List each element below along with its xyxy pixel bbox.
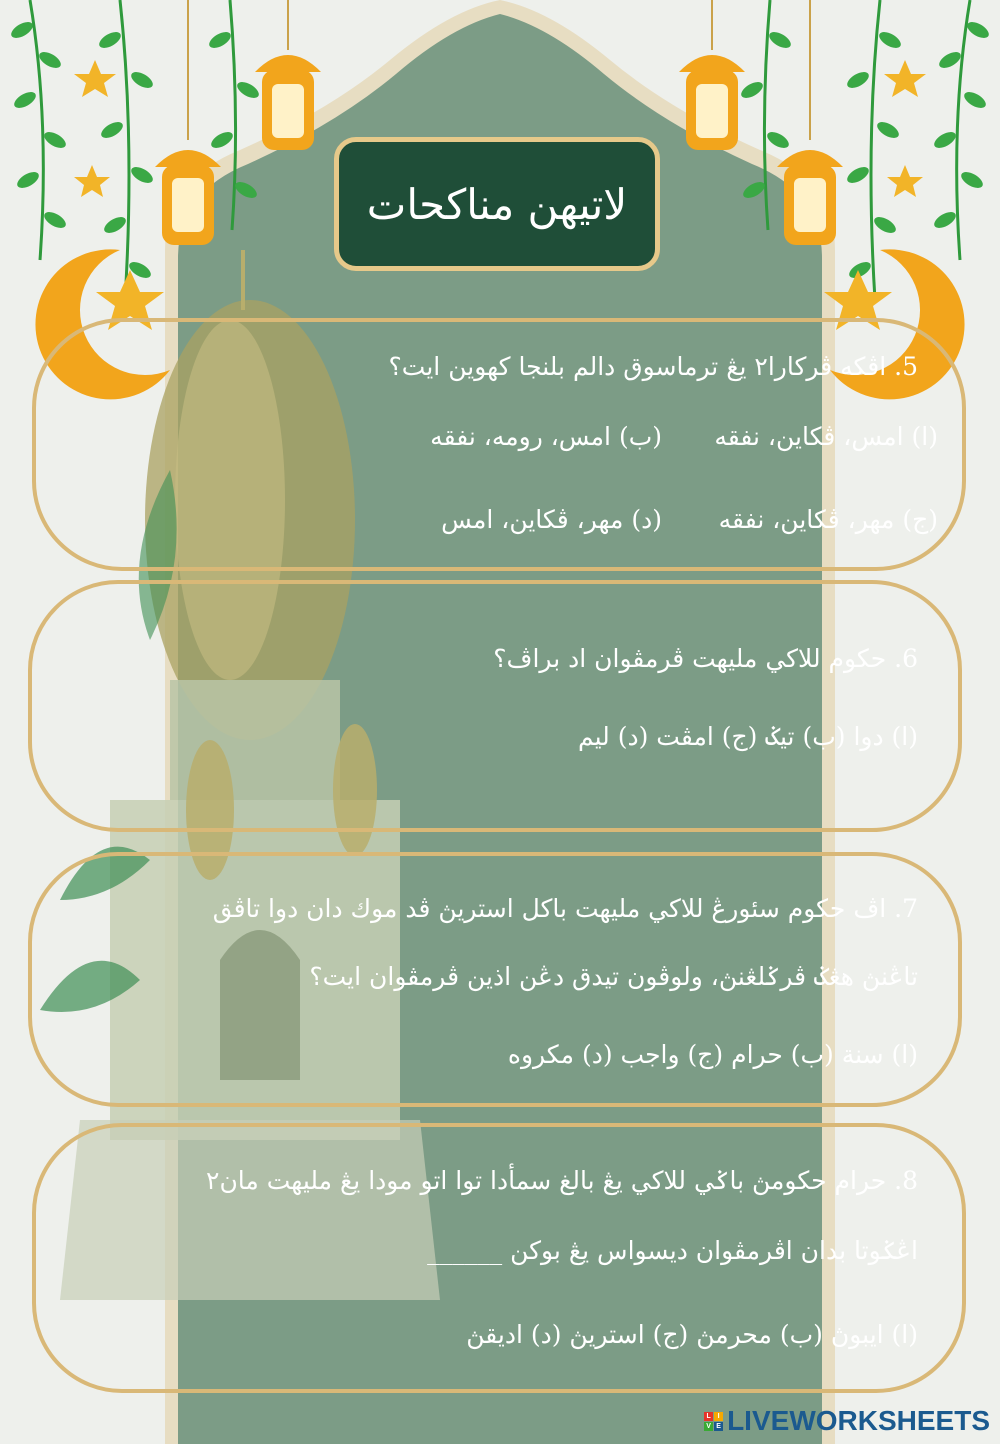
page-title-box xyxy=(334,137,660,271)
question-7-text-line-2: تاڠنڽ هڠݢ ڤرݢلڠنڽ، ولوڤون تيدق دڠن اذين ڤرمڤوان ايت؟ xyxy=(309,962,918,991)
liveworksheets-text: LIVEWORKSHEETS xyxy=(727,1405,990,1436)
question-card-6 xyxy=(28,580,962,832)
liveworksheets-watermark[interactable] xyxy=(704,1404,990,1438)
question-6-options[interactable]: (ا) دوا (ب) تيݢ (ج) امڤت (د) ليم xyxy=(577,722,918,751)
question-5-option-a[interactable]: (ا) امس، ڤكاين، نفقه xyxy=(714,422,938,451)
question-8-options[interactable]: (ا) ايبوڽ (ب) محرمڽ (ج) استريڽ (د) اديقڽ xyxy=(466,1320,918,1349)
liveworksheets-logo-icon: L I V E xyxy=(704,1412,723,1431)
question-7-options[interactable]: (ا) سنة (ب) حرام (ج) واجب (د) مكروه xyxy=(507,1040,918,1069)
question-5-text: 5. اڤكه ڤركارا٢ يڠ ترماسوق دالم بلنجا كهوين ايت؟ xyxy=(388,352,918,381)
question-8-text-line-2: اڠݢوتا بدان اڤرمڤوان ديسواس يڠ بوكن ______ xyxy=(427,1236,918,1265)
question-5-option-c[interactable]: (ج) مهر، ڤكاين، نفقه xyxy=(718,505,938,534)
question-5-option-b[interactable]: (ب) امس، رومه، نفقه xyxy=(430,422,662,451)
question-6-text: 6. حكوم للاكي مليهت ڤرمڤوان اد براڤ؟ xyxy=(493,644,918,673)
page-title: لاتيهن مناكحات xyxy=(366,179,628,229)
question-5-option-d[interactable]: (د) مهر، ڤكاين، امس xyxy=(441,505,662,534)
question-7-text-line-1: 7. اڤ حكوم سئورڠ للاكي مليهت باکل استريڽ ڤد موك دان دوا تاڤق xyxy=(212,894,918,923)
question-8-text-line-1: 8. حرام حكومڽ باݢي للاكي يڠ بالغ سمأدا توا اتو مودا يڠ مليهت مان٢ xyxy=(206,1166,918,1195)
